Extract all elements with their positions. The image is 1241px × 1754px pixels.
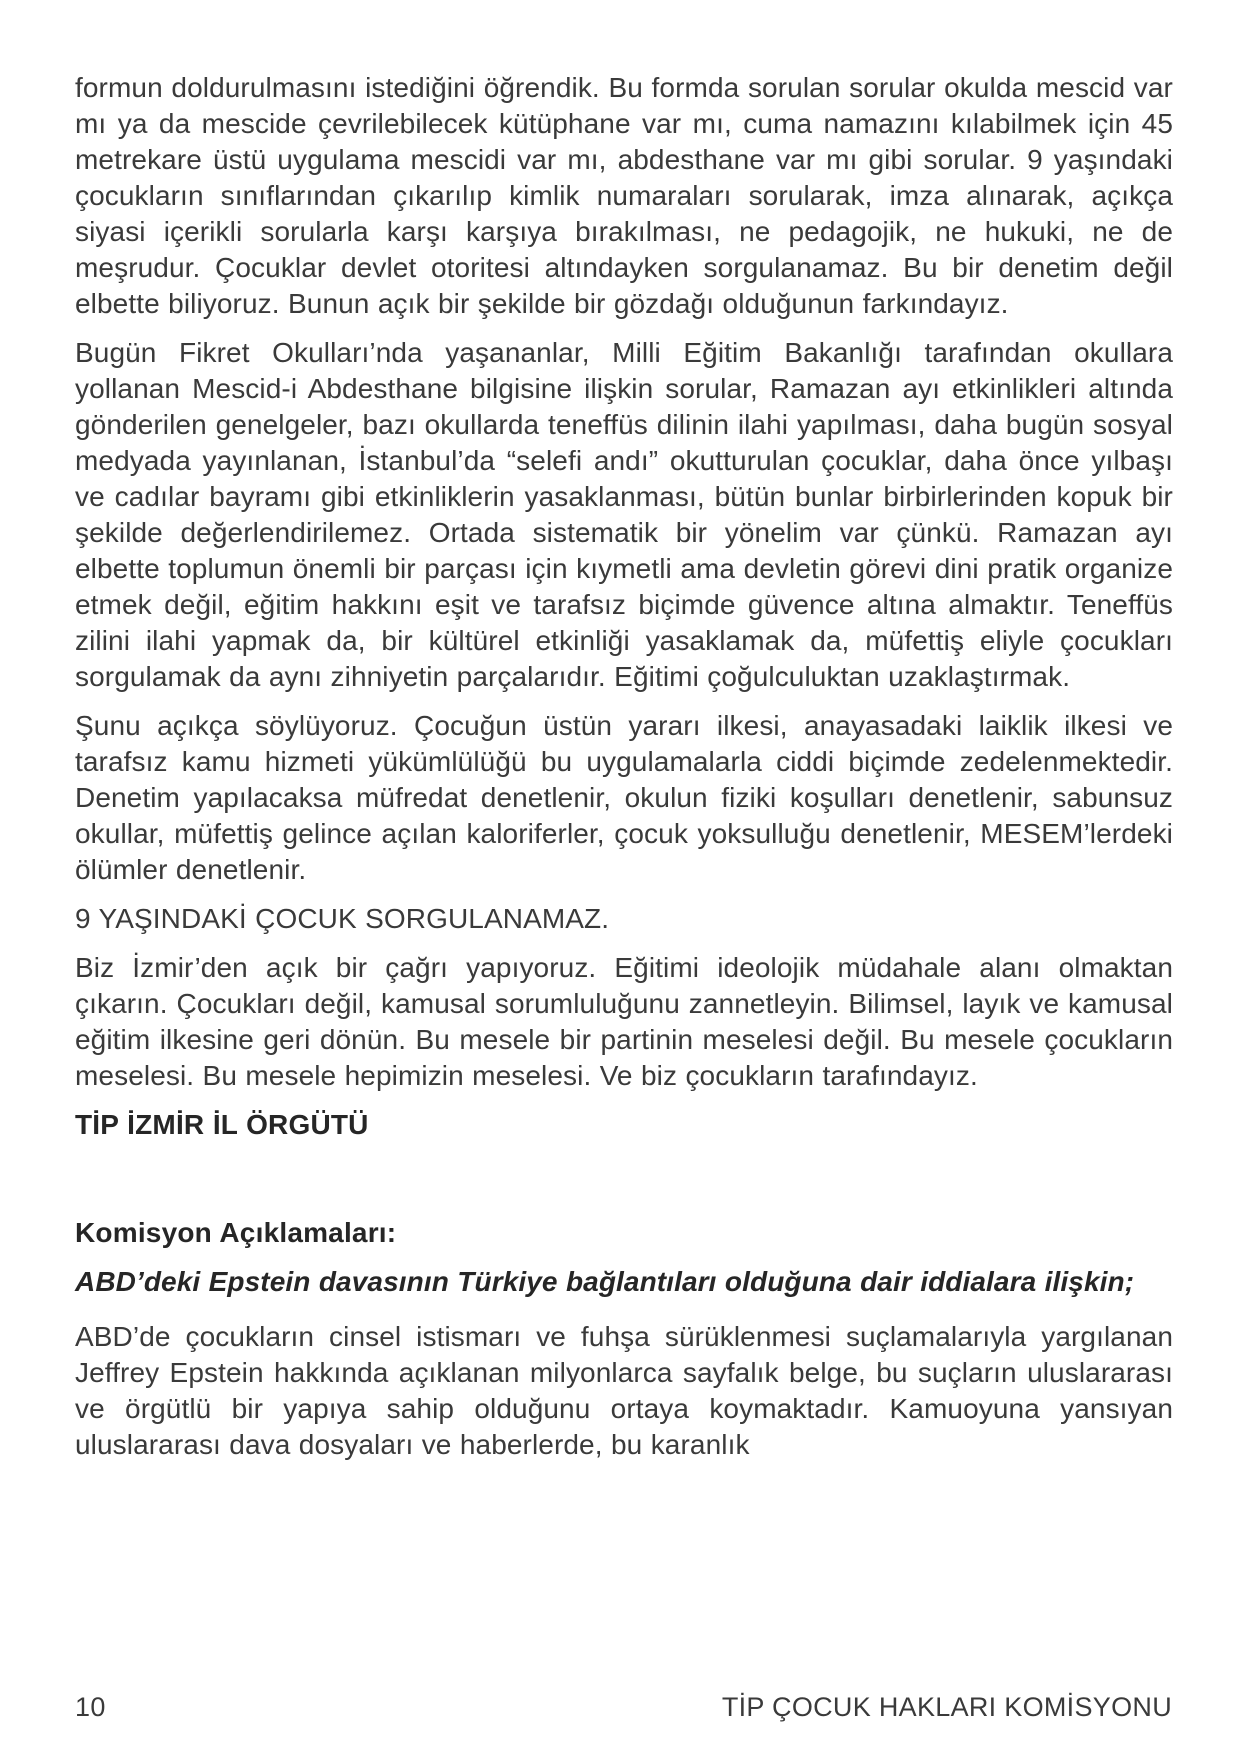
subsection-heading: ABD’deki Epstein davasının Türkiye bağlantıları olduğuna dair iddialara ilişkin; [75, 1266, 1135, 1297]
page-content [75, 70, 1173, 1476]
paragraph-body: Biz İzmir’den açık bir çağrı yapıyoruz. Eğitimi ideolojik müdahale alanı olmaktan çıkarın. Çocukları değil, kamusal sorumluluğunu zannetleyin. Bilimsel, layık ve kamusal eğitim ilkesine geri dönün. Bu mesele bir partinin meselesi değil. Bu mesele çocukların meselesi. Bu mesele hepimizin meselesi. Ve biz çocukların tarafındayız. [75, 952, 1173, 1091]
paragraph-body: Şunu açıkça söylüyoruz. Çocuğun üstün yararı ilkesi, anayasadaki laiklik ilkesi ve tarafsız kamu hizmeti yükümlülüğü bu uygulamalarla ciddi biçimde zedelenmektedir. Denetim yapılacaksa müfredat denetlenir, okulun fiziki koşulları denetlenir, sabunsuz okullar, müfettiş gelince açılan kaloriferler, çocuk yoksulluğu denetlenir, MESEM’lerdeki ölümler denetlenir. [75, 710, 1173, 885]
signature-heading: TİP İZMİR İL ÖRGÜTÜ [75, 1109, 369, 1140]
paragraph-body: ABD’de çocukların cinsel istismarı ve fuhşa sürüklenmesi suçlamalarıyla yargılanan Jeffrey Epstein hakkında açıklanan milyonlarca sayfalık belge, bu suçların uluslararası ve örgütlü bir yapıya sahip olduğunu ortaya koymaktadır. Kamuoyuna yansıyan uluslararası dava dosyaları ve haberlerde, bu karanlık [75, 1321, 1173, 1460]
paragraph-body: Bugün Fikret Okulları’nda yaşananlar, Milli Eğitim Bakanlığı tarafından okullara yollanan Mescid-i Abdesthane bilgisine ilişkin sorular, Ramazan ayı etkinlikleri altında gönderilen genelgeler, bazı okullarda teneffüs dilinin ilahi yapılması, daha bugün sosyal medyada yayınlanan, İstanbul’da “selefi andı” okutturulan çocuklar, daha önce yılbaşı ve cadılar bayramı gibi etkinliklerin yasaklanması, bütün bunlar birbirlerinden kopuk bir şekilde değerlendirilemez. Ortada sistematik bir yönelim var çünkü. Ramazan ayı elbette toplumun önemli bir parçası için kıymetli ama devletin görevi dini pratik organize etmek değil, eğitim hakkını eşit ve tarafsız biçimde güvence altına almaktır. Teneffüs zilini ilahi yapmak da, bir kültürel etkinliği yasaklamak da, müfettiş eliyle çocukları sorgulamak da aynı zihniyetin parçalarıdır. Eğitimi çoğulculuktan uzaklaştırmak. [75, 337, 1173, 692]
page-footer [75, 1692, 1172, 1722]
caps-statement-line: 9 YAŞINDAKİ ÇOCUK SORGULANAMAZ. [75, 903, 610, 934]
footer-commission-title: TİP ÇOCUK HAKLARI KOMİSYONU [721, 1692, 1172, 1722]
section-heading: Komisyon Açıklamaları: [75, 1217, 397, 1248]
page-number: 10 [75, 1692, 106, 1722]
paragraph-body: formun doldurulmasını istediğini öğrendik. Bu formda sorulan sorular okulda mescid var mı ya da mescide çevrilebilecek kütüphane var mı, cuma namazını kılabilmek için 45 metrekare üstü uygulama mescidi var mı, abdesthane var mı gibi sorular. 9 yaşındaki çocukların sınıflarından çıkarılıp kimlik numaraları sorularak, imza alınarak, açıkça siyasi içerikli sorularla karşı karşıya bırakılması, ne pedagojik, ne hukuki, ne de meşrudur. Çocuklar devlet otoritesi altındayken sorgulanamaz. Bu bir denetim değil elbette biliyoruz. Bunun açık bir şekilde bir gözdağı olduğunun farkındayız. [75, 72, 1173, 319]
